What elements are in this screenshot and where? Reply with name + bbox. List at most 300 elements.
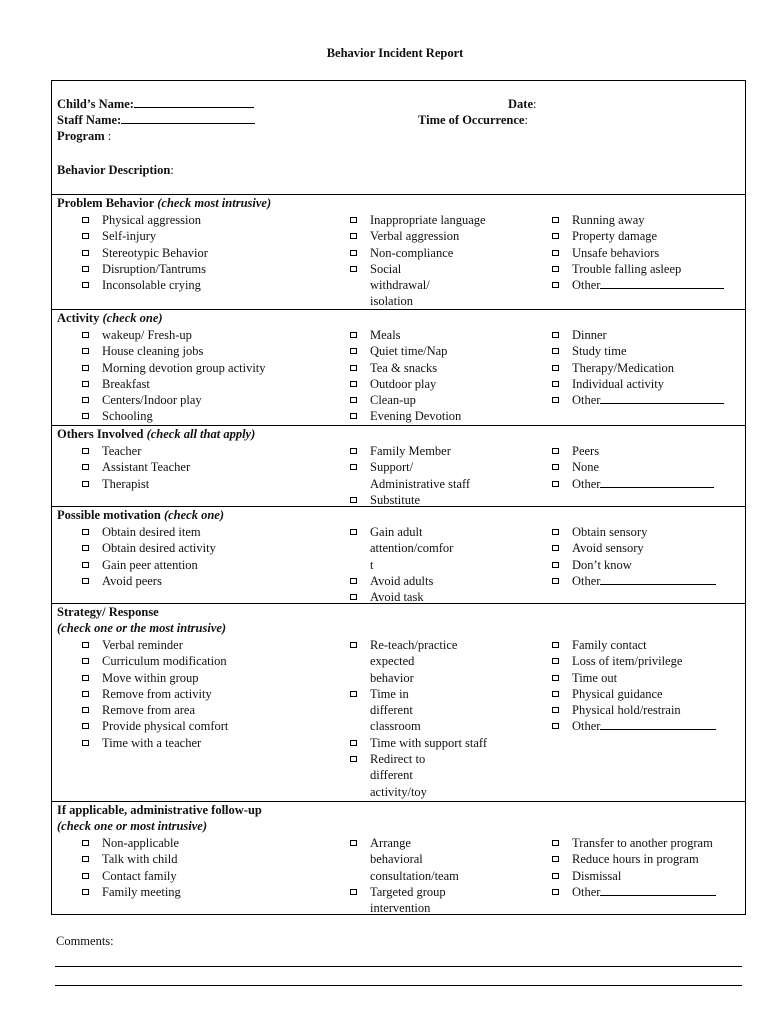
- other-field[interactable]: [600, 884, 716, 896]
- checkbox-icon[interactable]: [82, 233, 89, 239]
- checkbox-item[interactable]: [350, 261, 486, 277]
- problem-col-3: [552, 212, 724, 293]
- checkbox-icon[interactable]: [82, 578, 89, 584]
- item-label: Family Member: [370, 444, 451, 458]
- checkbox-icon[interactable]: [82, 562, 89, 568]
- checkbox-item[interactable]: [552, 212, 724, 228]
- checkbox-item[interactable]: [350, 392, 461, 408]
- checkbox-icon[interactable]: [552, 889, 559, 895]
- other-field[interactable]: [600, 718, 716, 730]
- item-continuation: [350, 868, 459, 884]
- program-row: [57, 128, 111, 144]
- checkbox-icon[interactable]: [552, 397, 559, 403]
- checkbox-icon[interactable]: [82, 740, 89, 746]
- checkbox-item[interactable]: [82, 851, 181, 867]
- checkbox-icon[interactable]: [82, 873, 89, 879]
- others-involved-label: Others Involved: [57, 427, 147, 441]
- item-continuation: [350, 653, 487, 669]
- staff-name-field[interactable]: [121, 112, 255, 124]
- checkbox-icon[interactable]: [552, 217, 559, 223]
- others-involved-hint: (check all that apply): [146, 427, 256, 441]
- checkbox-item[interactable]: [552, 277, 724, 293]
- checkbox-icon[interactable]: [82, 413, 89, 419]
- followup-col-2: [350, 835, 459, 916]
- checkbox-icon[interactable]: [552, 381, 559, 387]
- strategy-col-2: [350, 637, 487, 800]
- strategy-label: Strategy/ Response: [57, 605, 159, 619]
- checkbox-item[interactable]: [82, 408, 266, 424]
- checkbox-icon[interactable]: [350, 381, 357, 387]
- checkbox-item[interactable]: [552, 851, 716, 867]
- checkbox-icon[interactable]: [350, 464, 357, 470]
- item-label: Targeted group: [370, 884, 446, 899]
- checkbox-item[interactable]: [552, 653, 716, 669]
- time-colon: :: [524, 113, 528, 127]
- checkbox-icon[interactable]: [82, 691, 89, 697]
- item-label: Disruption/Tantrums: [102, 261, 206, 276]
- strategy-col-3: [552, 637, 716, 735]
- checkbox-icon[interactable]: [82, 856, 89, 862]
- checkbox-item[interactable]: [350, 573, 453, 589]
- item-label: Dinner: [572, 328, 607, 342]
- checkbox-item[interactable]: [552, 343, 724, 359]
- checkbox-item[interactable]: [350, 376, 461, 392]
- checkbox-item[interactable]: [552, 884, 716, 900]
- checkbox-item[interactable]: [82, 228, 208, 244]
- checkbox-item[interactable]: [82, 557, 216, 573]
- item-label: Avoid sensory: [572, 541, 644, 556]
- report-form: [51, 80, 746, 915]
- child-name-field[interactable]: [134, 96, 254, 108]
- checkbox-icon[interactable]: [552, 578, 559, 584]
- checkbox-item[interactable]: [82, 884, 181, 900]
- checkbox-item[interactable]: [82, 868, 181, 884]
- checkbox-icon[interactable]: [82, 250, 89, 256]
- strategy-section: [52, 603, 745, 802]
- checkbox-item[interactable]: [350, 524, 453, 540]
- item-label: Therapist: [102, 476, 150, 491]
- checkbox-item[interactable]: [552, 637, 716, 653]
- checkbox-icon[interactable]: [552, 448, 559, 454]
- checkbox-item[interactable]: [552, 360, 724, 376]
- problem-behavior-heading: [57, 195, 271, 211]
- item-label: Verbal reminder: [102, 638, 183, 652]
- checkbox-icon[interactable]: [552, 481, 559, 487]
- activity-section: [52, 309, 745, 426]
- checkbox-item[interactable]: [350, 212, 486, 228]
- checkbox-item[interactable]: [552, 702, 716, 718]
- checkbox-item[interactable]: [350, 884, 459, 900]
- motivation-col-1: [82, 524, 216, 589]
- behavior-description-row[interactable]: [57, 162, 174, 178]
- checkbox-item[interactable]: [552, 573, 716, 589]
- checkbox-item[interactable]: [82, 277, 208, 293]
- item-label: Morning devotion group activity: [102, 360, 266, 375]
- item-continuation: [350, 293, 486, 309]
- item-label: Evening Devotion: [370, 409, 462, 424]
- activity-col-1: [82, 327, 266, 425]
- checkbox-icon[interactable]: [552, 233, 559, 239]
- checkbox-icon[interactable]: [350, 529, 357, 535]
- checkbox-item[interactable]: [552, 459, 714, 475]
- item-label: Time with support staff: [370, 735, 488, 750]
- checkbox-item[interactable]: [82, 360, 266, 376]
- problem-behavior-hint: (check most intrusive): [157, 196, 272, 210]
- item-label: Reduce hours in program: [572, 852, 699, 867]
- child-name-row: [57, 96, 254, 112]
- item-label: Contact family: [102, 868, 177, 883]
- item-label: Gain peer attention: [102, 557, 198, 572]
- checkbox-item[interactable]: [350, 327, 461, 343]
- item-label: Support/: [370, 460, 414, 475]
- checkbox-item[interactable]: [552, 476, 714, 492]
- item-label: Remove from area: [102, 703, 196, 718]
- item-label: Family meeting: [102, 884, 181, 899]
- checkbox-icon[interactable]: [552, 658, 559, 664]
- item-label: Other: [572, 278, 601, 293]
- checkbox-item[interactable]: [552, 392, 724, 408]
- checkbox-icon[interactable]: [82, 840, 89, 846]
- problem-col-2: [350, 212, 486, 310]
- item-label: Stereotypic Behavior: [102, 245, 208, 260]
- item-label: Avoid task: [370, 590, 424, 605]
- checkbox-icon[interactable]: [552, 856, 559, 862]
- activity-col-3: [552, 327, 724, 408]
- item-label: Clean-up: [370, 393, 416, 408]
- checkbox-item[interactable]: [350, 637, 487, 653]
- item-label: withdrawal/: [370, 278, 430, 293]
- item-label: wakeup/ Fresh-up: [102, 328, 192, 342]
- checkbox-icon[interactable]: [82, 332, 89, 338]
- item-label: Trouble falling asleep: [572, 261, 682, 276]
- checkbox-icon[interactable]: [350, 413, 357, 419]
- checkbox-icon[interactable]: [350, 497, 357, 503]
- checkbox-icon[interactable]: [552, 642, 559, 648]
- program-colon: :: [104, 129, 112, 143]
- checkbox-item[interactable]: [350, 343, 461, 359]
- followup-section: [52, 801, 745, 916]
- item-label: Tea & snacks: [370, 360, 438, 375]
- checkbox-icon[interactable]: [350, 889, 357, 895]
- followup-label: If applicable, administrative follow-up: [57, 803, 262, 817]
- checkbox-icon[interactable]: [82, 658, 89, 664]
- comments-label: Comments:: [56, 934, 114, 948]
- item-label: Unsafe behaviors: [572, 245, 660, 260]
- checkbox-item[interactable]: [82, 835, 181, 851]
- report-title: Behavior Incident Report: [326, 46, 464, 60]
- checkbox-icon[interactable]: [552, 266, 559, 272]
- checkbox-item[interactable]: [552, 670, 716, 686]
- item-label: Remove from activity: [102, 686, 212, 701]
- checkbox-icon[interactable]: [552, 365, 559, 371]
- item-label: Running away: [572, 213, 645, 227]
- checkbox-icon[interactable]: [350, 332, 357, 338]
- checkbox-item[interactable]: [552, 868, 716, 884]
- item-label: Study time: [572, 344, 627, 359]
- item-label: isolation: [370, 294, 414, 309]
- item-label: Arrange: [370, 836, 411, 850]
- checkbox-item[interactable]: [82, 376, 266, 392]
- checkbox-icon[interactable]: [350, 578, 357, 584]
- item-label: Assistant Teacher: [102, 460, 191, 475]
- item-label: intervention: [370, 901, 431, 916]
- checkbox-icon[interactable]: [82, 675, 89, 681]
- item-label: behavior: [370, 670, 414, 685]
- item-label: None: [572, 460, 600, 475]
- checkbox-icon[interactable]: [82, 545, 89, 551]
- checkbox-icon[interactable]: [552, 840, 559, 846]
- item-label: Physical hold/restrain: [572, 703, 681, 718]
- checkbox-item[interactable]: [552, 557, 716, 573]
- checkbox-item[interactable]: [552, 540, 716, 556]
- checkbox-icon[interactable]: [552, 348, 559, 354]
- item-label: Time out: [572, 670, 618, 685]
- item-label: Obtain desired activity: [102, 541, 216, 556]
- checkbox-item[interactable]: [552, 835, 716, 851]
- child-name-label: Child’s Name:: [57, 97, 134, 111]
- staff-name-row: [57, 112, 255, 128]
- checkbox-icon[interactable]: [350, 691, 357, 697]
- item-label: Move within group: [102, 670, 199, 685]
- motivation-section: [52, 506, 745, 604]
- item-label: Physical aggression: [102, 213, 201, 227]
- checkbox-icon[interactable]: [350, 397, 357, 403]
- checkbox-item[interactable]: [552, 718, 716, 734]
- checkbox-item[interactable]: [82, 245, 208, 261]
- item-label: Provide physical comfort: [102, 719, 229, 734]
- item-label: Talk with child: [102, 852, 178, 867]
- comments-line-1[interactable]: [55, 966, 742, 967]
- item-label: Redirect to: [370, 752, 426, 767]
- item-label: Verbal aggression: [370, 229, 460, 244]
- other-field[interactable]: [600, 476, 714, 488]
- item-label: activity/toy: [370, 784, 427, 799]
- item-label: Breakfast: [102, 376, 150, 391]
- checkbox-item[interactable]: [350, 686, 487, 702]
- item-label: Individual activity: [572, 376, 664, 391]
- item-label: Other: [572, 573, 601, 588]
- checkbox-item[interactable]: [82, 637, 228, 653]
- item-label: expected: [370, 654, 415, 669]
- item-label: Loss of item/privilege: [572, 654, 683, 669]
- item-label: Other: [572, 719, 601, 734]
- others-col-1: [82, 443, 190, 492]
- checkbox-item[interactable]: [552, 245, 724, 261]
- checkbox-icon[interactable]: [82, 348, 89, 354]
- checkbox-icon[interactable]: [82, 448, 89, 454]
- checkbox-item[interactable]: [82, 670, 228, 686]
- item-label: Administrative staff: [370, 476, 471, 491]
- checkbox-item[interactable]: [552, 443, 714, 459]
- checkbox-item[interactable]: [350, 360, 461, 376]
- item-label: Quiet time/Nap: [370, 344, 448, 359]
- checkbox-item[interactable]: [82, 212, 208, 228]
- checkbox-item[interactable]: [350, 228, 486, 244]
- item-label: Curriculum modification: [102, 654, 227, 669]
- checkbox-icon[interactable]: [552, 250, 559, 256]
- item-label: Schooling: [102, 409, 153, 424]
- item-label: Time in: [370, 686, 409, 701]
- checkbox-item[interactable]: [552, 686, 716, 702]
- activity-col-2: [350, 327, 461, 425]
- item-label: Other: [572, 393, 601, 408]
- checkbox-icon[interactable]: [552, 707, 559, 713]
- item-label: t: [370, 557, 374, 572]
- date-colon: :: [533, 97, 537, 111]
- date-row[interactable]: [508, 96, 536, 112]
- checkbox-icon[interactable]: [552, 529, 559, 535]
- checkbox-icon[interactable]: [82, 365, 89, 371]
- checkbox-item[interactable]: [350, 443, 470, 459]
- checkbox-item[interactable]: [552, 327, 724, 343]
- item-label: Transfer to another program: [572, 836, 713, 850]
- checkbox-icon[interactable]: [82, 266, 89, 272]
- checkbox-item[interactable]: [82, 443, 190, 459]
- checkbox-icon[interactable]: [350, 365, 357, 371]
- checkbox-item[interactable]: [350, 459, 470, 475]
- checkbox-item[interactable]: [82, 343, 266, 359]
- motivation-label: Possible motivation: [57, 508, 164, 522]
- checkbox-item[interactable]: [82, 702, 228, 718]
- checkbox-icon[interactable]: [552, 282, 559, 288]
- item-label: consultation/team: [370, 868, 459, 883]
- behavior-colon: :: [170, 163, 174, 177]
- checkbox-icon[interactable]: [82, 282, 89, 288]
- program-label: Program: [57, 129, 105, 143]
- checkbox-icon[interactable]: [82, 723, 89, 729]
- checkbox-item[interactable]: [82, 540, 216, 556]
- checkbox-icon[interactable]: [350, 740, 357, 746]
- problem-behavior-label: Problem Behavior: [57, 196, 158, 210]
- item-label: Don’t know: [572, 557, 632, 572]
- item-label: Dismissal: [572, 868, 622, 883]
- checkbox-icon[interactable]: [350, 233, 357, 239]
- checkbox-icon[interactable]: [82, 381, 89, 387]
- checkbox-icon[interactable]: [350, 250, 357, 256]
- checkbox-icon[interactable]: [82, 464, 89, 470]
- item-continuation: [350, 784, 487, 800]
- item-label: Obtain desired item: [102, 525, 201, 539]
- checkbox-item[interactable]: [82, 573, 216, 589]
- item-label: Peers: [572, 444, 600, 458]
- item-label: Outdoor play: [370, 376, 437, 391]
- checkbox-item[interactable]: [552, 228, 724, 244]
- checkbox-item[interactable]: [82, 459, 190, 475]
- checkbox-icon[interactable]: [350, 756, 357, 762]
- item-label: Non-compliance: [370, 245, 454, 260]
- checkbox-item[interactable]: [552, 376, 724, 392]
- time-label: Time of Occurrence: [418, 113, 525, 127]
- others-col-2: [350, 443, 470, 508]
- item-continuation: [350, 476, 470, 492]
- checkbox-icon[interactable]: [350, 840, 357, 846]
- checkbox-item[interactable]: [82, 524, 216, 540]
- other-field[interactable]: [600, 573, 716, 585]
- item-label: Non-applicable: [102, 836, 180, 850]
- item-continuation: [350, 702, 487, 718]
- checkbox-item[interactable]: [82, 686, 228, 702]
- time-row[interactable]: [418, 112, 528, 128]
- checkbox-icon[interactable]: [82, 481, 89, 487]
- checkbox-icon[interactable]: [82, 707, 89, 713]
- item-label: House cleaning jobs: [102, 344, 204, 359]
- checkbox-icon[interactable]: [350, 594, 357, 600]
- motivation-heading: [57, 507, 224, 523]
- checkbox-item[interactable]: [350, 408, 461, 424]
- checkbox-icon[interactable]: [82, 642, 89, 648]
- activity-hint: (check one): [102, 311, 163, 325]
- checkbox-icon[interactable]: [552, 675, 559, 681]
- activity-heading: [57, 310, 163, 326]
- other-field[interactable]: [600, 277, 724, 289]
- checkbox-item[interactable]: [350, 245, 486, 261]
- item-label: Substitute: [370, 492, 421, 507]
- checkbox-item[interactable]: [350, 751, 487, 767]
- behavior-description-label: Behavior Description: [57, 163, 171, 177]
- item-continuation: [350, 900, 459, 916]
- problem-col-1: [82, 212, 208, 293]
- item-label: Avoid adults: [370, 573, 434, 588]
- comments-line-2[interactable]: [55, 985, 742, 986]
- checkbox-icon[interactable]: [552, 691, 559, 697]
- checkbox-item[interactable]: [82, 327, 266, 343]
- checkbox-item[interactable]: [350, 835, 459, 851]
- item-label: Centers/Indoor play: [102, 393, 202, 408]
- checkbox-item[interactable]: [82, 261, 208, 277]
- checkbox-item[interactable]: [82, 718, 228, 734]
- checkbox-icon[interactable]: [82, 397, 89, 403]
- item-label: Inconsolable crying: [102, 278, 201, 293]
- checkbox-icon[interactable]: [552, 464, 559, 470]
- checkbox-icon[interactable]: [350, 217, 357, 223]
- checkbox-icon[interactable]: [82, 217, 89, 223]
- item-label: Avoid peers: [102, 573, 162, 588]
- checkbox-item[interactable]: [82, 392, 266, 408]
- item-continuation: [350, 670, 487, 686]
- checkbox-icon[interactable]: [350, 448, 357, 454]
- motivation-col-2: [350, 524, 453, 605]
- strategy-hint: (check one or the most intrusive): [57, 621, 227, 635]
- item-continuation: [350, 851, 459, 867]
- item-label: Therapy/Medication: [572, 360, 675, 375]
- other-field[interactable]: [600, 392, 724, 404]
- checkbox-item[interactable]: [552, 524, 716, 540]
- checkbox-icon[interactable]: [552, 723, 559, 729]
- checkbox-item[interactable]: [82, 476, 190, 492]
- checkbox-item[interactable]: [350, 735, 487, 751]
- checkbox-icon[interactable]: [350, 266, 357, 272]
- checkbox-icon[interactable]: [82, 889, 89, 895]
- checkbox-icon[interactable]: [350, 348, 357, 354]
- checkbox-item[interactable]: [552, 261, 724, 277]
- checkbox-icon[interactable]: [350, 642, 357, 648]
- checkbox-icon[interactable]: [82, 529, 89, 535]
- checkbox-icon[interactable]: [552, 873, 559, 879]
- item-label: Teacher: [102, 444, 142, 458]
- checkbox-item[interactable]: [82, 735, 228, 751]
- checkbox-icon[interactable]: [552, 545, 559, 551]
- followup-col-3: [552, 835, 716, 900]
- checkbox-icon[interactable]: [552, 332, 559, 338]
- checkbox-icon[interactable]: [552, 562, 559, 568]
- item-label: Meals: [370, 328, 401, 342]
- item-label: Family contact: [572, 638, 647, 652]
- followup-hint: (check one or most intrusive): [57, 819, 207, 833]
- checkbox-item[interactable]: [82, 653, 228, 669]
- item-continuation: [350, 767, 487, 783]
- item-label: Obtain sensory: [572, 525, 648, 539]
- item-continuation: [350, 557, 453, 573]
